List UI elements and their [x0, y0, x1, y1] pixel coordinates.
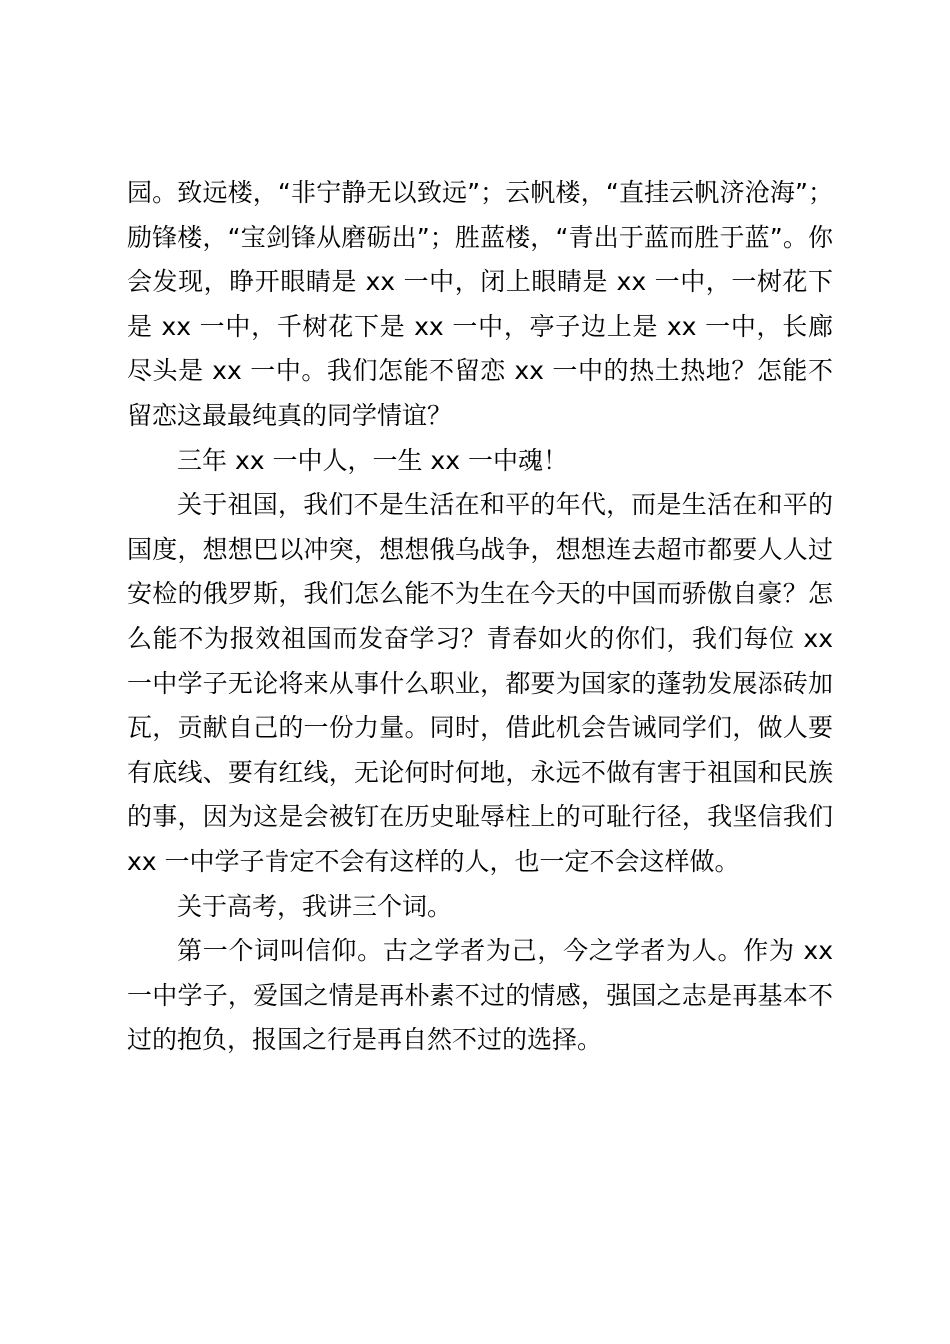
- paragraph-1: 园。致远楼，“非宁静无以致远”；云帆楼，“直挂云帆济沧海”；励锋楼，“宝剑锋从磨砺出”；胜蓝楼，“青出于蓝而胜于蓝”。你会发现，睁开眼睛是 xx 一中，闭上眼睛是 xx 一中，一树花下是 xx 一中，千树花下是 xx 一中，亭子边上是 xx 一中，长廊尽头是 xx 一中。我们怎能不留恋 xx 一中的热土热地？怎能不留恋这最最纯真的同学情谊？: [127, 178, 833, 430]
- paragraph-3: 关于祖国，我们不是生活在和平的年代，而是生活在和平的国度，想想巴以冲突，想想俄乌战争，想想连去超市都要人人过安检的俄罗斯，我们怎么能不为生在今天的中国而骄傲自豪？怎么能不为报效祖国而发奋学习？青春如火的你们，我们每位 xx 一中学子无论将来从事什么职业，都要为国家的蓬勃发展添砖加瓦，贡献自己的一份力量。同时，借此机会告诫同学们，做人要有底线、要有红线，无论何时何地，永远不做有害于祖国和民族的事，因为这是会被钉在历史耻辱柱上的可耻行径，我坚信我们 xx 一中学子肯定不会有这样的人，也一定不会这样做。: [127, 490, 833, 876]
- paragraph-2: 三年 xx 一中人，一生 xx 一中魂！: [177, 445, 568, 475]
- document-body: [127, 171, 833, 1063]
- paragraph-5: 第一个词叫信仰。古之学者为己，今之学者为人。作为 xx 一中学子，爱国之情是再朴素不过的情感，强国之志是再基本不过的抱负，报国之行是再自然不过的选择。: [127, 936, 833, 1055]
- paragraph-4: 关于高考，我讲三个词。: [177, 891, 453, 921]
